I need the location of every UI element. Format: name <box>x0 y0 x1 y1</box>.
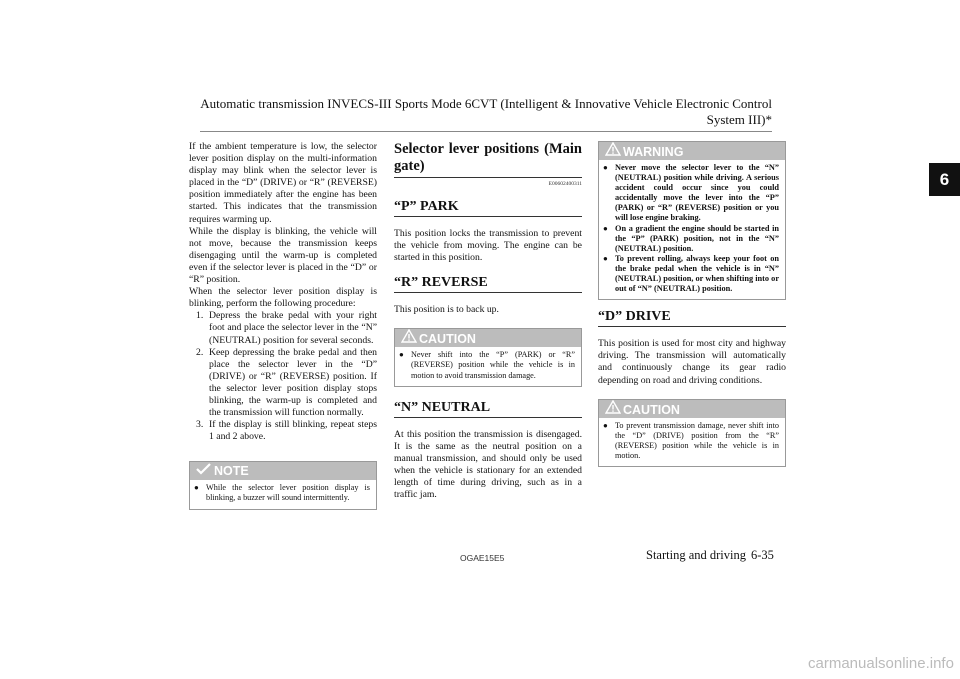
caution-body <box>599 418 785 466</box>
step-number: 1. <box>196 310 204 322</box>
caution-label: CAUTION <box>419 332 476 347</box>
warning-triangle-icon <box>401 329 419 348</box>
warning-triangle-icon <box>605 142 623 161</box>
procedure-intro: When the selector lever position display is blinking, perform the following procedure: <box>189 286 377 310</box>
bullet-icon: ● <box>399 350 404 360</box>
note-header <box>190 462 376 480</box>
caution-label: CAUTION <box>623 402 680 417</box>
watermark: carmanualsonline.info <box>808 655 954 672</box>
caution-header <box>599 400 785 418</box>
section-title: Selector lever positions (Main gate) <box>394 141 582 178</box>
column-right <box>598 141 786 467</box>
column-left <box>189 141 377 510</box>
park-text: This position locks the transmission to prevent the vehicle from moving. The engine can be started in this position. <box>394 228 582 264</box>
procedure-steps <box>189 310 377 443</box>
procedure-step <box>189 310 377 346</box>
note-item <box>194 483 370 503</box>
footer-code: OGAE15E5 <box>460 553 505 563</box>
page-number: 6-35 <box>751 548 774 562</box>
warning-text: Never move the selector lever to the “N” (NEUTRAL) position while driving. A serious accident could occur since you could accidentally move the lever into the “P” (PARK) or “R” (REVERSE) position or you will lose engine braking. <box>615 163 779 223</box>
warning-header <box>599 142 785 160</box>
caution-text: Never shift into the “P” (PARK) or “R” (REVERSE) position while the vehicle is in motion to avoid transmission damage. <box>411 350 575 380</box>
park-title: “P” PARK <box>394 198 582 217</box>
drive-title: “D” DRIVE <box>598 308 786 327</box>
warning-text: To prevent rolling, always keep your foot on the brake pedal when the vehicle is in “N” (NEUTRAL) position, or when shifting into or out of “N” (NEUTRAL) position. <box>615 253 779 294</box>
caution-box <box>598 399 786 467</box>
warning-item <box>603 163 779 224</box>
note-label: NOTE <box>214 464 249 479</box>
caution-body <box>395 347 581 385</box>
caution-header <box>395 329 581 347</box>
drive-text: This position is used for most city and highway driving. The transmission will automatically and continuously change its gear radio depending on road and driving conditions. <box>598 338 786 386</box>
step-number: 3. <box>196 419 204 431</box>
reverse-text: This position is to back up. <box>394 304 499 316</box>
step-text: Keep depressing the brake pedal and then place the selector lever in the “D” (DRIVE) or “R” (REVERSE) position. If the selector lever position display stops blinking, the warm-up is completed and the transmission will function normally. <box>209 346 377 419</box>
column-middle <box>394 141 582 501</box>
note-body <box>190 480 376 508</box>
note-text: While the selector lever position display is blinking, a buzzer will sound intermittently. <box>206 483 370 503</box>
step-text: If the display is still blinking, repeat steps 1 and 2 above. <box>209 419 377 443</box>
caution-text: To prevent transmission damage, never shift into the “D” (DRIVE) position from the “R” (REVERSE) position while the vehicle is in motion. <box>615 420 779 460</box>
procedure-step <box>189 419 377 443</box>
blinking-paragraph: While the display is blinking, the vehicle will not move, because the transmission keeps disengaging until the warm-up is completed even if the selector lever is placed in the “D” or “R” position. <box>189 225 377 286</box>
neutral-text: At this position the transmission is disengaged. It is the same as the neutral position on a manual transmission, and should only be used when the vehicle is stationary for an extended length of time during driving, such as in a traffic jam. <box>394 428 582 501</box>
bullet-icon: ● <box>603 420 608 430</box>
bullet-icon: ● <box>194 483 199 493</box>
footer-section: Starting and driving <box>646 548 746 562</box>
section-code: E00602400311 <box>548 181 582 187</box>
note-box <box>189 461 377 509</box>
chapter-tab: 6 <box>929 163 960 196</box>
caution-item <box>399 350 575 380</box>
warning-body <box>599 160 785 299</box>
neutral-title: “N” NEUTRAL <box>394 399 582 418</box>
step-number: 2. <box>196 346 204 358</box>
warning-box <box>598 141 786 300</box>
warning-item <box>603 224 779 254</box>
note-icon <box>196 462 214 480</box>
bullet-icon: ● <box>603 253 608 263</box>
running-header: Automatic transmission INVECS-III Sports Mode 6CVT (Intelligent & Innovative Vehicle Electronic Control System III)* <box>200 96 772 132</box>
warning-text: On a gradient the engine should be started in the “P” (PARK) position, not in the “N” (NEUTRAL) position. <box>615 223 779 253</box>
step-text: Depress the brake pedal with your right foot and place the selector lever in the “N” (NEUTRAL) position for several seconds. <box>209 310 377 346</box>
intro-paragraph: If the ambient temperature is low, the selector lever position display on the multi-information display may blink when the selector lever is placed in the “D” (DRIVE) or “R” (REVERSE) position immediately after the engine has been started. This indicates that the transmission requires warming up. <box>189 141 377 225</box>
procedure-step <box>189 347 377 420</box>
warning-label: WARNING <box>623 145 684 159</box>
bullet-icon: ● <box>603 163 608 172</box>
warning-triangle-icon <box>605 400 623 419</box>
reverse-title: “R” REVERSE <box>394 274 582 293</box>
bullet-icon: ● <box>603 223 608 233</box>
warning-item <box>603 254 779 294</box>
caution-box <box>394 328 582 386</box>
caution-item <box>603 421 779 461</box>
